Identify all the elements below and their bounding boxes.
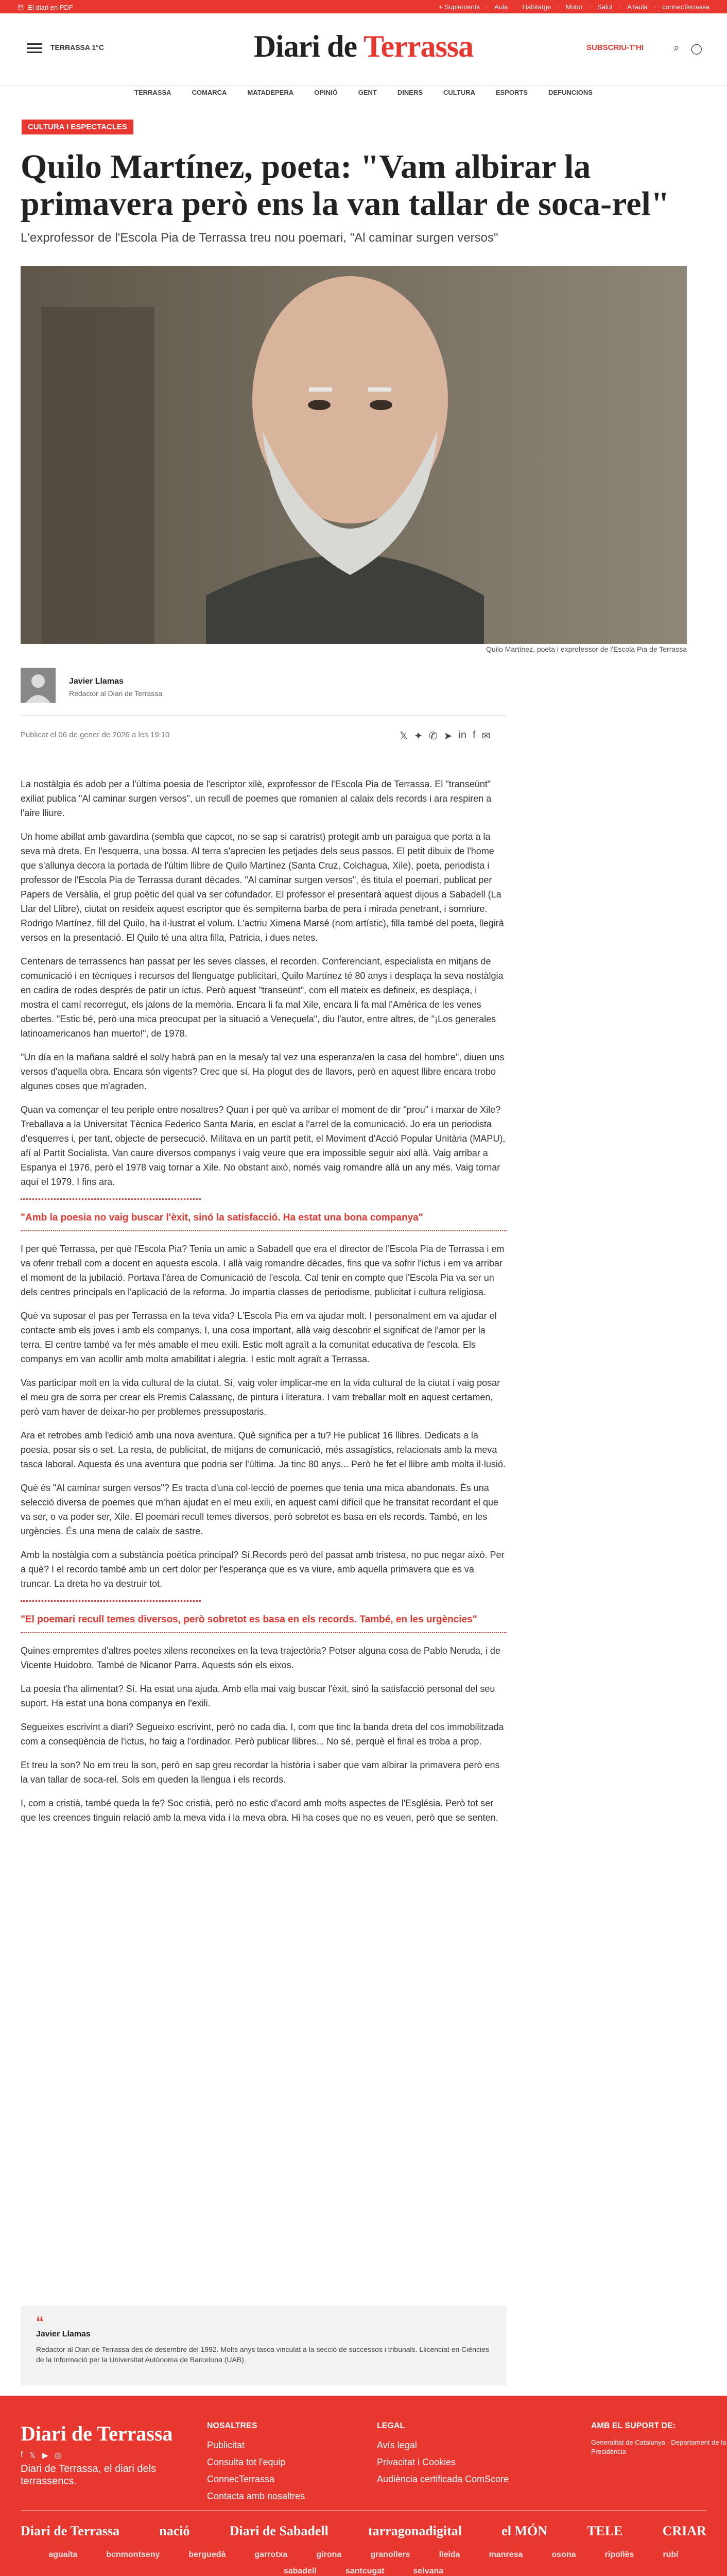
article-body: [21, 777, 507, 1834]
supplement-link[interactable]: + Suplements: [438, 3, 480, 11]
nav-item[interactable]: COMARCA: [192, 89, 227, 96]
photo-caption: Quilo Martínez, poeta i exprofessor de l'Escola Pia de Terrassa: [486, 645, 687, 653]
brand-logo[interactable]: manresa: [489, 2550, 523, 2559]
site-header: [0, 13, 727, 96]
supplement-link[interactable]: Habitatge: [522, 3, 551, 11]
footer-logo[interactable]: Diari de Terrassa: [21, 2422, 173, 2445]
facebook-icon[interactable]: f: [21, 2450, 23, 2459]
site-footer: [0, 2396, 727, 2576]
footer-link[interactable]: Consulta tot l'equip: [207, 2457, 286, 2467]
youtube-icon[interactable]: ▶: [42, 2451, 48, 2460]
nav-item[interactable]: TERRASSA: [134, 89, 171, 96]
email-icon[interactable]: ✉: [481, 731, 491, 742]
pdf-link[interactable]: El diari en PDF: [28, 3, 73, 11]
share-bar: [400, 730, 490, 742]
linkedin-icon[interactable]: in: [458, 730, 466, 741]
footer-link[interactable]: Avís legal: [377, 2440, 417, 2450]
author-role: Redactor al Diari de Terrassa: [69, 689, 163, 698]
brand-logo[interactable]: osona: [551, 2550, 576, 2559]
brand-logo[interactable]: sabadell: [283, 2567, 317, 2575]
footer-link[interactable]: ConnecTerrassa: [207, 2474, 275, 2484]
footer-link[interactable]: Privacitat i Cookies: [377, 2457, 456, 2467]
paragraph: "Un día en la mañana saldré el sol/y habrá pan en la mesa/y tal vez una esperanza/en la casa del hombre", diuen uns versos d'aquella obra. Encara són vigents? Crec que sí. Ha plogut des de llavors, però en aquest llibre encara trobo algunes coses que m'agraden.: [21, 1052, 505, 1091]
supplement-link[interactable]: A taula: [627, 3, 648, 11]
brand-logo[interactable]: bcnmontseny: [106, 2550, 160, 2559]
quote-icon: “: [36, 2314, 44, 2331]
publish-date: Publicat el 06 de gener de 2026 a les 19:10: [21, 731, 170, 739]
supplement-link[interactable]: Motor: [565, 3, 583, 11]
footer-heading: LEGAL: [377, 2421, 405, 2430]
nav-item[interactable]: CULTURA: [443, 89, 475, 96]
supplement-links: + Suplements · Aula · Habitatge · Motor · Salut · A taula · connecTerrassa: [438, 3, 709, 11]
x-icon[interactable]: 𝕏: [29, 2451, 36, 2460]
nav-item[interactable]: DEFUNCIONS: [548, 89, 593, 96]
paragraph: Què és "Al caminar surgen versos"? Es tracta d'una col·lecció de poemes que tenia una mica abandonats. És una selecció diversa de poemes que m'han ajudat en el meu exili, en aquest camí difícil que he transitat recordant el que va ser, o va poder ser, Xile. El poemari recull temes diversos, però sobretot es basa en els records. També, en les urgències. És una mena de calaix de sastre.: [21, 1483, 498, 1536]
brand-logo[interactable]: nació: [159, 2523, 190, 2538]
top-bar: [0, 0, 727, 13]
brand-logo[interactable]: rubí: [663, 2550, 679, 2559]
footer-heading: AMB EL SUPORT DE:: [591, 2421, 676, 2430]
brand-logo[interactable]: el MÓN: [501, 2523, 547, 2538]
paragraph: Quan va començar el teu periple entre nosaltres? Quan i per què va arribar el moment de dir "prou" i marxar de Xile? Treballava a la Universitat Tècnica Federico Santa Maria, en esclat a l'arrel de la comunicació. Jo era un periodista d'esquerres i, per tant, objecte de persecució. Militava en un partit petit, el Moviment d'Acció Popular Unitària (MAPU), afí al Partit Socialista. Van caure diversos companys i vaig veure que era impossible seguir així allà. Vaig arribar a Espanya el 1976, però el 1978 vaig tornar a Xile. No obstant això, només vaig romandre allà un any més. Vaig tornar aquí el 1979. I fins ara.: [21, 1105, 506, 1187]
telegram-icon[interactable]: ➤: [443, 731, 453, 742]
nav-item[interactable]: DINERS: [397, 89, 423, 96]
instagram-icon[interactable]: ◎: [54, 2451, 62, 2460]
paragraph: Ara et retrobes amb l'edició amb una nova aventura. Què significa per a tu? He publicat 16 llibres. Dedicats a la poesia, posar sis o set. La resta, de publicitat, de mitjans de comunicació, més assagístics, relacionats amb la meva tasca laboral. Aquesta és una aventura que podria ser l'última. Ja tinc 80 anys... Però he fet el llibre amb molta il·lusió.: [21, 1430, 506, 1469]
brand-logo[interactable]: garrotxa: [254, 2550, 288, 2559]
paragraph: Quines empremtes d'altres poetes xilens reconeixes en la teva trajectòria? Potser alguna cosa de Pablo Neruda, i de Vicente Huidobro. També de Nicanor Parra. Aquests són els eixos.: [21, 1646, 500, 1670]
brand-logo[interactable]: granollers: [370, 2550, 410, 2559]
paragraph: Amb la nostàlgia com a substància poètica principal? Sí.Records però del passat amb tristesa, no puc negar això. Per a què? I el recordo també amb un cert dolor per l'esperança que es va viure, amb aquella primavera que es va truncar. La dreta ho va destruir tot.: [21, 1550, 505, 1589]
brand-logo[interactable]: tarragonadigital: [368, 2523, 462, 2538]
pull-quote: "El poemari recull temes diversos, però sobretot es basa en els records. També, en les urgències": [21, 1613, 507, 1633]
quote-divider: [21, 1198, 201, 1204]
x-icon[interactable]: 𝕏: [400, 731, 408, 742]
bluesky-icon[interactable]: ✦: [414, 731, 423, 742]
subscribe-link[interactable]: SUBSCRIU-T'HI: [586, 43, 644, 52]
pull-quote: "Amb la poesia no vaig buscar l'èxit, sinó la satisfacció. Ha estat una bona companya": [21, 1211, 507, 1231]
site-logo[interactable]: Diari de Terrassa: [253, 29, 474, 63]
author-bio: [21, 2306, 507, 2385]
nav-item[interactable]: ESPORTS: [495, 89, 528, 96]
brand-logo[interactable]: berguedà: [188, 2550, 226, 2559]
brand-logo[interactable]: girona: [316, 2550, 342, 2559]
paragraph: I, com a cristià, també queda la fe? Soc cristià, però no estic d'acord amb molts aspectes de l'Església. Però tot ser que les creences tinguin relació amb la meva vida i la meva obra. Hi ha coses que no es veuen, però que se senten.: [21, 1798, 498, 1823]
nav-item[interactable]: OPINIÓ: [314, 89, 338, 96]
brand-logo[interactable]: Diari de Sabadell: [229, 2523, 328, 2538]
nav-item[interactable]: MATADEPERA: [247, 89, 294, 96]
brand-logo[interactable]: ripollès: [604, 2550, 634, 2559]
supplement-link[interactable]: Aula: [494, 3, 508, 11]
divider: [21, 715, 507, 716]
main-nav: [0, 86, 727, 101]
footer-link[interactable]: Audiència certificada ComScore: [377, 2474, 509, 2484]
brand-logo[interactable]: lleida: [439, 2550, 460, 2559]
article-photo: [21, 266, 687, 644]
paragraph: Segueixes escrivint a diari? Segueixo escrivint, però no cada dia. I, com que tinc la banda dreta del cos immobilitzada com a conseqüència de l'ictus, ho faig a l'ordinador. Però publicar llibres... No sé, perquè el final es troba a prop.: [21, 1722, 504, 1747]
footer-link[interactable]: Publicitat: [207, 2440, 245, 2450]
gencat-logo[interactable]: Generalitat de Catalunya · Departament de la Presidència: [591, 2438, 726, 2455]
quote-divider: [21, 1600, 201, 1605]
search-icon[interactable]: ⌕: [673, 42, 680, 54]
brand-logo[interactable]: aguaita: [48, 2550, 78, 2559]
paragraph: La nostàlgia és adob per a l'última poesia de l'escriptor xilè, exprofessor de l'Escola Pia de Terrassa. El "transeünt" exiliat publica "Al caminar surgen versos", un recull de poemes que romanien al calaix dels records i ara respiren a l'aire lliure.: [21, 779, 492, 818]
brand-logo[interactable]: TELE: [587, 2523, 623, 2538]
paragraph: Què va suposar el pas per Terrassa en la teva vida? L'Escola Pia em va ajudar molt. I personalment em va ajudar el contacte amb els joves i amb els companys. I, una cosa important, allà vaig descobrir el significat de l'amor per la terra. El centre també va fer més amable el meu exili. Estic molt agraït a la comunitat educativa de l'escola. Els companys em van acollir amb molta amabilitat i alegria. I estic molt agraït a Terrassa.: [21, 1311, 497, 1364]
nav-item[interactable]: GENT: [358, 89, 377, 96]
brand-logo[interactable]: selvana: [413, 2567, 444, 2575]
bio-name[interactable]: Javier Llamas: [36, 2330, 91, 2338]
local-brands: [26, 2550, 701, 2576]
category-tag[interactable]: CULTURA I ESPECTACLES: [22, 120, 133, 134]
footer-col-legal: [377, 2421, 509, 2491]
brand-logo[interactable]: Diari de Terrassa: [21, 2523, 120, 2538]
pdf-icon: ▤: [18, 3, 24, 11]
footer-col-nosaltres: [207, 2421, 305, 2508]
article-subtitle: L'exprofessor de l'Escola Pia de Terrassa treu nou poemari, "Al caminar surgen versos": [21, 231, 498, 245]
bio-text: Redactor al Diari de Terrassa des de desembre del 1992. Molts anys tasca vinculat a la secció de successos i tribunals. Llicenciat en Ciències de la Informació per la Universitat Autònoma de Barcelona (UAB).: [36, 2345, 489, 2364]
author-name[interactable]: Javier Llamas: [69, 677, 124, 686]
author-box: [21, 668, 330, 704]
footer-col-support: [591, 2421, 676, 2440]
user-icon[interactable]: ◯: [690, 43, 702, 55]
article-title: Quilo Martínez, poeta: "Vam albirar la primavera però ens la van tallar de soca-rel": [21, 148, 670, 223]
paragraph: Un home abillat amb gavardina (sembla que capcot, no se sap si caratrist) protegit amb un paraigua que porta a la seva mà dreta. En l'esquerra, una bossa. Al terra s'aprecien les petjades dels seus passos. El petit dibuix de l'home que s'allunya decora la portada de l'últim llibre de Quilo Martínez (Santa Cruz, Colchagua, Xile), poeta, periodista i professor de l'Escola Pia de Terrassa durant dècades. "Al caminar surgen versos", és titula el poemari, publicat per Papers de Versàlia, el grup poètic del qual va ser cofundador. El professor el presentarà aquest dijous a Sabadell (La Llar del Llibre), ciutat on resideix aquest escriptor que és sempiterna barba de pera i mirada penetrant, i somriure. Rodrigo Martínez, fill del Quilo, ha il·lustrat el volum. L'actriu Ximena Marsé (nom artístic), filla també del poeta, llegirà versos en la presentació. El Quilo té una altra filla, Patricia, i dues netes.: [21, 832, 504, 943]
paragraph: I per què Terrassa, per què l'Escola Pia? Tenia un amic a Sabadell que era el director de l'Escola Pia de Terrassa i em va oferir treball com a docent en aquesta escola. I allà vaig romandre dècades, fins que va sofrir l'ictus i em va arribar el moment de la jubilació. Portava l'àrea de Comunicació de l'escola. Cal tenir en compte que l'Escola Pia va ser un dels centres principals en l'aplicació de la reforma. Jo impartia classes de periodisme, publicitat i cultura religiosa.: [21, 1244, 505, 1297]
author-avatar[interactable]: [21, 668, 56, 703]
paragraph: La poesia t'ha alimentat? Sí. Ha estat una ajuda. Amb ella mai vaig buscar l'èxit, sinó la satisfacció personal del seu suport. Ha estat una bona companya en l'exili.: [21, 1684, 495, 1708]
supplement-link[interactable]: connecTerrassa: [662, 3, 709, 11]
divider: [21, 2510, 706, 2511]
brand-logo[interactable]: CRIAR: [662, 2523, 706, 2538]
paragraph: Et treu la son? No em treu la son, però en sap greu recordar la història i saber que vam albirar la primavera però ens la van tallar de soca-rel. Sols em queden la llengua i els records.: [21, 1760, 500, 1785]
supplement-link[interactable]: Salut: [597, 3, 613, 11]
facebook-icon[interactable]: f: [473, 730, 476, 741]
footer-link[interactable]: Contacta amb nosaltres: [207, 2491, 305, 2501]
footer-heading: NOSALTRES: [207, 2421, 257, 2430]
weather-widget: TERRASSA 1°C: [50, 43, 104, 52]
paragraph: Vas participar molt en la vida cultural de la ciutat. Sí, vaig voler implicar-me en la vida cultural de la ciutat i vaig posar el meu gra de sorra per crear els Premis Calassanç, de pintura i literatura. I vam treballar molt en aquest certamen, però vam haver de deixar-ho per problemes pressupostaris.: [21, 1378, 500, 1417]
paragraph: Centenars de terrassencs han passat per les seves classes, el recorden. Conferenciant, especialista en mitjans de comunicació i en tècniques i recursos del llenguatge publicitari, Quilo Martínez té 80 anys i desplaça la seva nostàlgia en cadira de rodes després de patir un ictus. Però aquest "transeünt", com ell mateix es defineix, es desplaça, i mostra el camí recorregut, els jalons de la memòria. Encara li fa mal Xile, encara li fa mal l'Amèrica de les venes obertes. "Estic bé, però una mica preocupat per la situació a Veneçuela", diu l'autor, entre altres, de "¡Los generales latinoamericanos han muerto!", de 1978.: [21, 956, 504, 1039]
whatsapp-icon[interactable]: ✆: [428, 731, 438, 742]
footer-social: [21, 2450, 62, 2461]
partner-brands: [21, 2523, 706, 2539]
brand-logo[interactable]: santcugat: [345, 2567, 385, 2575]
footer-description: Diari de Terrassa, el diari dels terrassencs.: [21, 2463, 157, 2487]
